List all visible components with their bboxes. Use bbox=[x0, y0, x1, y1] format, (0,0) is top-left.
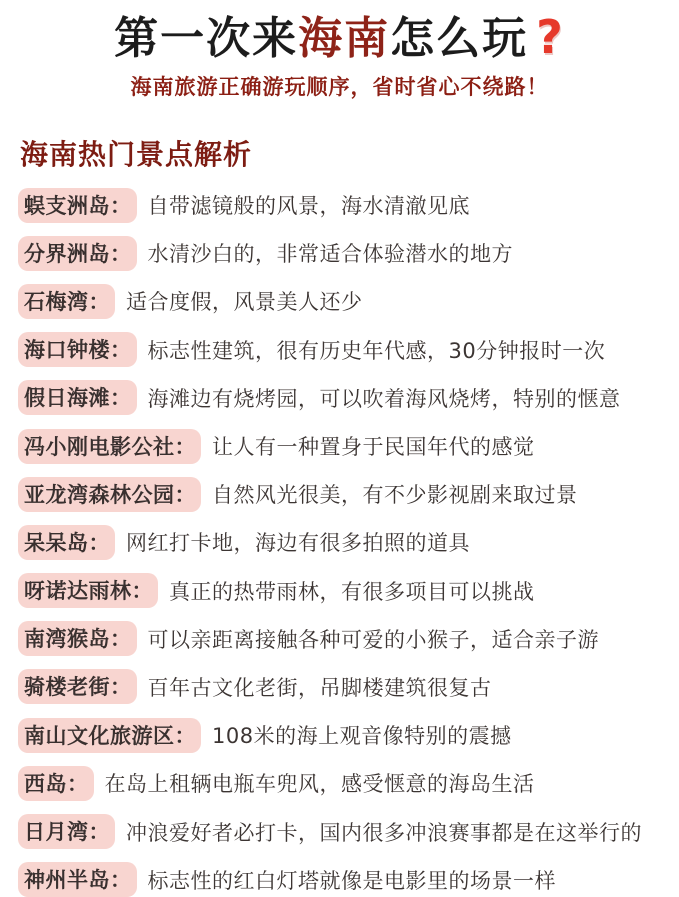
attraction-name: 冯小刚电影公社 bbox=[24, 434, 175, 459]
attraction-name: 蜈支洲岛 bbox=[24, 193, 110, 218]
attraction-name-highlight bbox=[18, 332, 137, 367]
list-item bbox=[18, 326, 679, 374]
list-item bbox=[18, 856, 679, 897]
list-item bbox=[18, 470, 679, 518]
attraction-name-highlight bbox=[18, 236, 137, 271]
attraction-desc: 适合度假，风景美人还少 bbox=[126, 290, 363, 315]
title-part-2: 怎么玩 bbox=[390, 13, 529, 64]
attraction-desc: 标志性的红白灯塔就像是电影里的场景一样 bbox=[147, 868, 556, 893]
attraction-name: 呀诺达雨林 bbox=[24, 579, 132, 604]
attraction-name-highlight bbox=[18, 766, 94, 801]
attraction-name: 分界洲岛 bbox=[24, 241, 110, 266]
list-item bbox=[18, 518, 679, 566]
attraction-colon: ： bbox=[174, 434, 196, 459]
attraction-desc: 标志性建筑，很有历史年代感，30分钟报时一次 bbox=[147, 338, 606, 363]
attraction-name-highlight bbox=[18, 429, 201, 464]
attraction-name: 海口钟楼 bbox=[24, 338, 110, 363]
page-subtitle: 海南旅游正确游玩顺序，省时省心不绕路！ bbox=[130, 75, 549, 99]
attraction-name-highlight bbox=[18, 380, 137, 415]
attraction-desc: 水清沙白的，非常适合体验潜水的地方 bbox=[147, 242, 513, 267]
attraction-desc: 自带滤镜般的风景，海水清澈见底 bbox=[147, 194, 470, 219]
question-mark-icon: ? bbox=[536, 10, 565, 64]
attraction-colon: ： bbox=[88, 820, 110, 845]
attraction-name: 骑楼老街 bbox=[24, 675, 110, 700]
list-item bbox=[18, 567, 679, 615]
attraction-colon: ： bbox=[131, 579, 153, 604]
list-item bbox=[18, 615, 679, 663]
list-item bbox=[18, 422, 679, 470]
attractions-list bbox=[18, 181, 679, 897]
attraction-name-highlight bbox=[18, 525, 115, 560]
attraction-desc: 在岛上租辆电瓶车兜风，感受惬意的海岛生活 bbox=[104, 772, 535, 797]
list-item bbox=[18, 711, 679, 759]
attraction-name: 日月湾 bbox=[24, 820, 89, 845]
attraction-colon: ： bbox=[110, 675, 132, 700]
attraction-name: 南湾猴岛 bbox=[24, 627, 110, 652]
attraction-name: 西岛 bbox=[24, 771, 67, 796]
list-item bbox=[18, 759, 679, 807]
attraction-colon: ： bbox=[110, 193, 132, 218]
attraction-name: 南山文化旅游区 bbox=[24, 723, 175, 748]
list-item bbox=[18, 374, 679, 422]
attraction-name-highlight bbox=[18, 814, 115, 849]
attraction-desc: 海滩边有烧烤园，可以吹着海风烧烤，特别的惬意 bbox=[147, 386, 621, 411]
attraction-desc: 自然风光很美，有不少影视剧来取过景 bbox=[212, 483, 578, 508]
attraction-name-highlight bbox=[18, 188, 137, 223]
attraction-colon: ： bbox=[88, 530, 110, 555]
list-item bbox=[18, 181, 679, 229]
attraction-desc: 让人有一种置身于民国年代的感觉 bbox=[212, 435, 535, 460]
attraction-colon: ： bbox=[110, 241, 132, 266]
page-title bbox=[0, 10, 679, 66]
attraction-name: 石梅湾 bbox=[24, 289, 89, 314]
title-part-1: 第一次来 bbox=[114, 13, 299, 64]
attraction-name: 亚龙湾森林公园 bbox=[24, 482, 175, 507]
attraction-colon: ： bbox=[110, 338, 132, 363]
list-item bbox=[18, 807, 679, 855]
attraction-colon: ： bbox=[110, 386, 132, 411]
attraction-colon: ： bbox=[174, 482, 196, 507]
attraction-name-highlight bbox=[18, 621, 137, 656]
attraction-desc: 百年古文化老街，吊脚楼建筑很复古 bbox=[147, 675, 492, 700]
attraction-colon: ： bbox=[174, 723, 196, 748]
attraction-name-highlight bbox=[18, 718, 201, 753]
attraction-name-highlight bbox=[18, 477, 201, 512]
attraction-name-highlight bbox=[18, 862, 137, 897]
attraction-colon: ： bbox=[110, 868, 132, 893]
list-item bbox=[18, 277, 679, 325]
header bbox=[0, 0, 679, 101]
attraction-name-highlight bbox=[18, 284, 115, 319]
attraction-name-highlight bbox=[18, 573, 158, 608]
attraction-name: 假日海滩 bbox=[24, 386, 110, 411]
attraction-name-highlight bbox=[18, 669, 137, 704]
attraction-name: 呆呆岛 bbox=[24, 530, 89, 555]
list-item bbox=[18, 663, 679, 711]
attraction-colon: ： bbox=[88, 289, 110, 314]
attraction-desc: 可以亲距离接触各种可爱的小猴子，适合亲子游 bbox=[147, 627, 599, 652]
attraction-colon: ： bbox=[110, 627, 132, 652]
attraction-desc: 网红打卡地，海边有很多拍照的道具 bbox=[126, 531, 470, 556]
section-title: 海南热门景点解析 bbox=[20, 138, 253, 171]
title-part-highlighted: 海南 bbox=[298, 13, 391, 64]
attraction-desc: 冲浪爱好者必打卡，国内很多冲浪赛事都是在这举行的 bbox=[126, 820, 642, 845]
attraction-colon: ： bbox=[67, 771, 89, 796]
list-item bbox=[18, 229, 679, 277]
attraction-desc: 108米的海上观音像特别的震撼 bbox=[212, 724, 512, 749]
attraction-desc: 真正的热带雨林，有很多项目可以挑战 bbox=[169, 579, 535, 604]
attraction-name: 神州半岛 bbox=[24, 868, 110, 893]
